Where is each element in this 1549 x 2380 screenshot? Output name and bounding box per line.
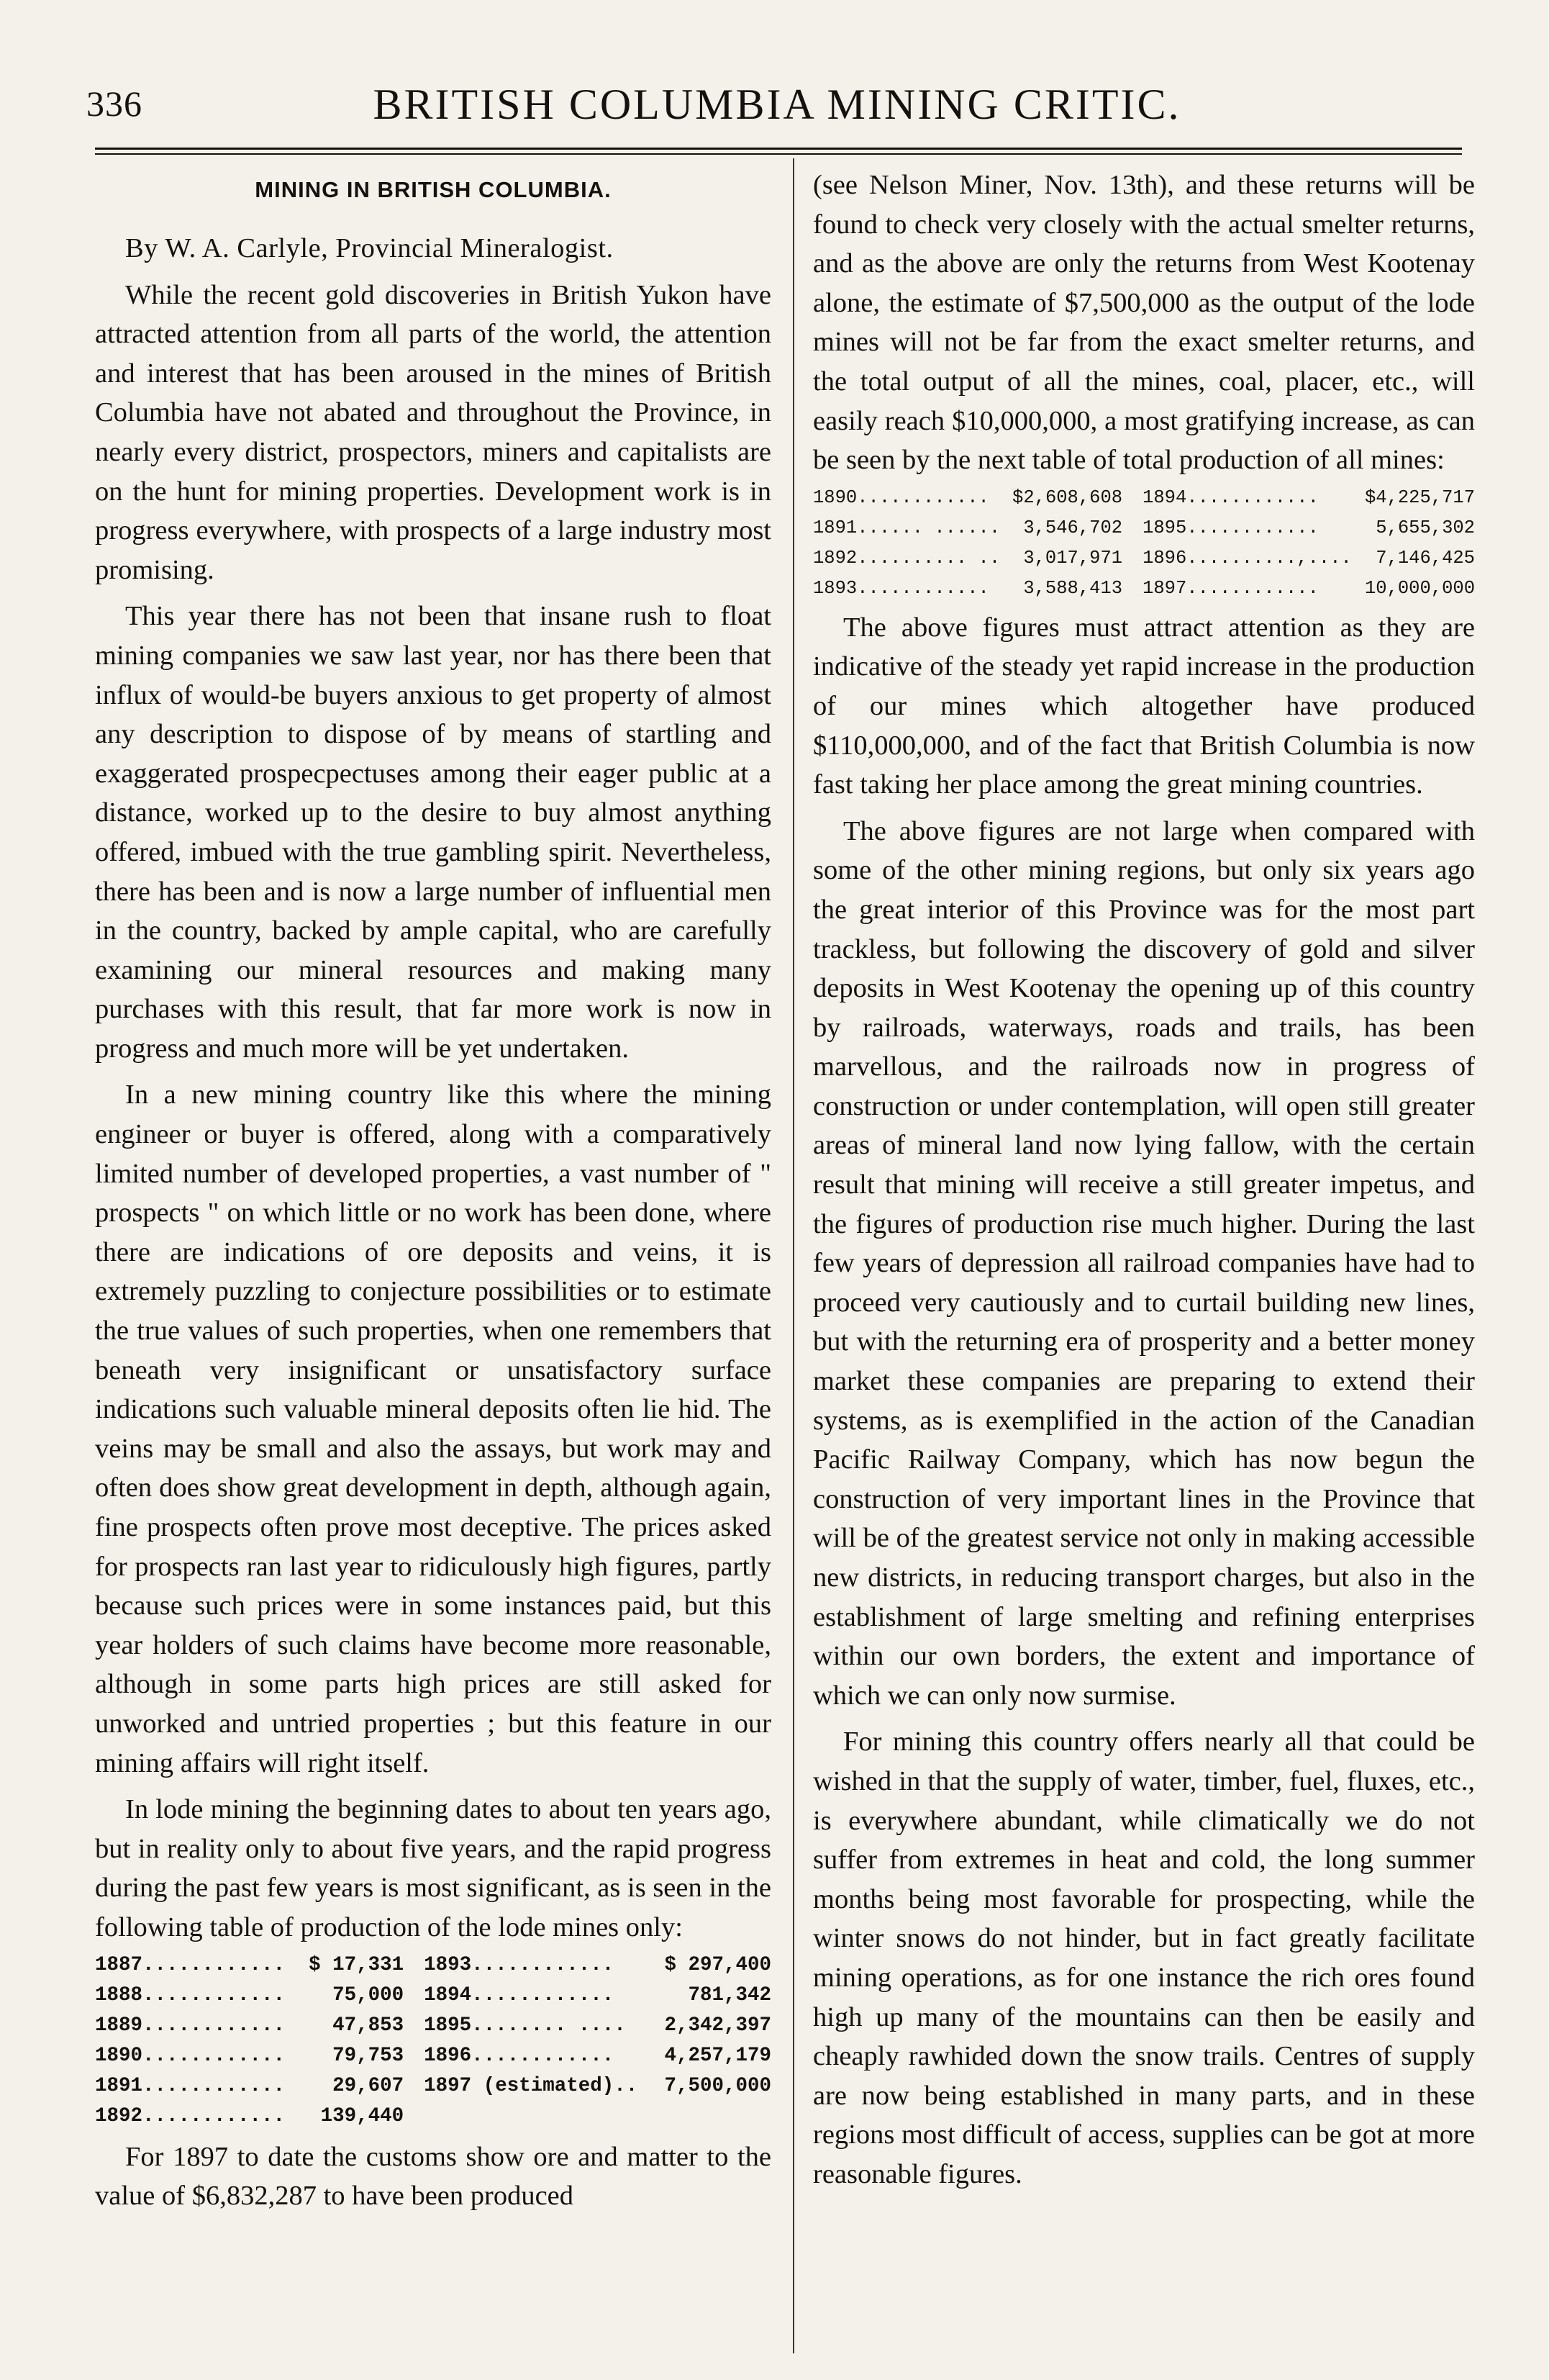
paragraph: This year there has not been that insane rush to float mining companies we saw last year, nor has there been that influx of would-be buyers anxious to get property of almost any description to dispose of by means of startling and exaggerated prospecpectuses among their eager public at a distance, worked up to the desire to buy almost anything offered, imbued with the true gambling spirit. Nevertheless, there has been and is now a large number of influential men in the country, backed by ample capital, who are carefully examining our mineral resources and making many purchases with this result, that far more work is now in progress and much more will be yet undertaken. xyxy=(95,601,771,1064)
value-cell: $2,608,608 xyxy=(1012,487,1123,508)
total-production-table xyxy=(813,483,1475,604)
year-cell: 1896..........,.... xyxy=(1143,547,1352,569)
paragraph: The above figures are not large when compared with some of the other mining regions, but only six years ago the great interior of this Province was for the most part trackless, but following the discovery of gold and silver deposits in West Kootenay the opening up of this country by railroads, waterways, roads and trails, has been marvellous, and the railroads now in progress of construction or under contemplation, will open still greater areas of mineral land now lying fallow, with the certain result that mining will receive a still greater impetus, and the figures of production rise much higher. During the last few years of depression all railroad companies have had to proceed very cautiously and to curtail building new lines, but with the returning era of prosperity and a better money market these companies are preparing to extend their systems, as is exemplified in the action of the Canadian Pacific Railway Company, which has now begun the construction of very important lines in the Province that will be of the greatest service not only in making accessible new districts, in reducing transport charges, but also in the establishment of large smelting and refining enterprises within our own borders, the extent and importance of which we can only now surmise. xyxy=(813,815,1475,1711)
left-column xyxy=(95,166,771,2216)
column-divider xyxy=(793,158,794,2353)
value-cell: 47,853 xyxy=(332,2014,404,2037)
year-cell: 1895............ xyxy=(1143,517,1319,538)
table-row xyxy=(95,2011,771,2041)
right-column xyxy=(813,166,1475,2194)
year-cell: 1887............ xyxy=(95,1953,286,1976)
year-cell: 1892............ xyxy=(95,2104,286,2127)
header-rule xyxy=(95,148,1462,150)
table-row xyxy=(813,513,1475,543)
value-cell: 781,342 xyxy=(688,1983,771,2006)
value-cell: $ 17,331 xyxy=(309,1953,404,1976)
year-cell: 1889............ xyxy=(95,2014,286,2037)
paragraph: While the recent gold discoveries in British Yukon have attracted attention from all parts of the world, the attention and interest that has been aroused in the mines of British Columbia have not abated and throughout the Province, in nearly every district, prospectors, miners and capitalists are on the hunt for mining properties. Development work is in progress everywhere, with prospects of a large industry most promising. xyxy=(95,279,771,585)
table-row xyxy=(95,2041,771,2071)
page-number: 336 xyxy=(86,83,142,124)
paragraph: For 1897 to date the customs show ore and matter to the value of $6,832,287 to have been produced xyxy=(95,2141,771,2212)
paragraph: In lode mining the beginning dates to about ten years ago, but in reality only to about five years, and the rapid progress during the past few years is most significant, as is seen in the following table of production of the lode mines only: xyxy=(95,1794,771,1942)
value-cell: 7,146,425 xyxy=(1376,547,1475,569)
value-cell: $4,225,717 xyxy=(1364,487,1475,508)
value-cell: 5,655,302 xyxy=(1376,517,1475,538)
value-cell: 3,017,971 xyxy=(1023,547,1123,569)
year-cell: 1888............ xyxy=(95,1983,286,2006)
year-cell: 1892.......... .. xyxy=(813,547,1001,569)
value-cell: 3,546,702 xyxy=(1023,517,1123,538)
article-title: MINING IN BRITISH COLUMBIA. xyxy=(255,177,612,202)
header-rule-thin xyxy=(95,153,1462,155)
year-cell: 1896............ xyxy=(424,2044,614,2067)
year-cell: 1895........ .... xyxy=(424,2014,626,2037)
table-row xyxy=(95,1950,771,1981)
year-cell: 1890............ xyxy=(95,2044,286,2067)
value-cell xyxy=(655,2101,771,2132)
running-title: BRITISH COLUMBIA MINING CRITIC. xyxy=(373,81,1181,128)
year-cell: 1894............ xyxy=(1143,487,1319,508)
value-cell: 139,440 xyxy=(320,2104,404,2127)
value-cell: 75,000 xyxy=(332,1983,404,2006)
year-cell: 1890............ xyxy=(813,487,989,508)
value-cell: 79,753 xyxy=(332,2044,404,2067)
year-cell: 1893............ xyxy=(813,577,989,599)
year-cell: 1897............ xyxy=(1143,577,1319,599)
paragraph: (see Nelson Miner, Nov. 13th), and these returns will be found to check very closely with the actual smelter returns, and as the above are only the returns from West Kootenay alone, the estimate of $7,500,000 as the output of the lode mines will not be far from the exact smelter returns, and the total output of all the mines, coal, placer, etc., will easily reach $10,000,000, a most gratifying increase, as can be seen by the next table of total production of all mines: xyxy=(813,170,1475,476)
year-cell xyxy=(424,2101,655,2132)
value-cell: 7,500,000 xyxy=(664,2074,771,2097)
value-cell: 10,000,000 xyxy=(1364,577,1475,599)
paragraph: The above figures must attract attention as they are indicative of the steady yet rapid increase in the production of our mines which altogether have produced $110,000,000, and of the fact that British Columbia is now fast taking her place among the great mining countries. xyxy=(813,612,1475,800)
table-row xyxy=(813,574,1475,604)
table-row xyxy=(95,2071,771,2101)
value-cell: $ 297,400 xyxy=(664,1953,771,1976)
page-header xyxy=(86,68,1468,133)
value-cell: 4,257,179 xyxy=(664,2044,771,2067)
paragraph: In a new mining country like this where the mining engineer or buyer is offered, along with a comparatively limited number of developed properties, a vast number of " prospects " on which little or no work has been done, where there are indications of ore deposits and veins, it is extremely puzzling to conjecture possibilities or to estimate the true values of such properties, when one remembers that beneath very insignificant or unsatisfactory surface indications such valuable mineral deposits often lie hid. The veins may be small and also the assays, but work may and often does show great development in depth, although again, fine prospects often prove most deceptive. The prices asked for prospects ran last year to ridiculously high figures, partly because such prices were in some instances paid, but this year holders of such claims have become more reasonable, although in some parts high prices are still asked for unworked and untried properties ; but this feature in our mining affairs will right itself. xyxy=(95,1080,771,1778)
year-cell: 1894............ xyxy=(424,1983,614,2006)
year-cell: 1893............ xyxy=(424,1953,614,1976)
table-row xyxy=(95,2101,771,2132)
lode-production-table xyxy=(95,1950,771,2132)
value-cell: 3,588,413 xyxy=(1023,577,1123,599)
paragraph: For mining this country offers nearly all that could be wished in that the supply of water, timber, fuel, fluxes, etc., is everywhere abundant, while climatically we do not suffer from extremes in heat and cold, the long summer months being most favorable for prospecting, while the winter snows do not hinder, but in fact greatly facilitate mining operations, as for one instance the rich ores found high up many of the mountains can then be easily and cheaply rawhided down the snow trails. Centres of supply are now being established in many parts, and in these regions most difficult of access, supplies can be got at more reasonable figures. xyxy=(813,1727,1475,2189)
value-cell: 2,342,397 xyxy=(664,2014,771,2037)
year-cell: 1891...... ...... xyxy=(813,517,1001,538)
table-row xyxy=(813,483,1475,513)
byline: By W. A. Carlyle, Provincial Mineralogist. xyxy=(125,233,614,263)
table-row xyxy=(95,1981,771,2011)
value-cell: 29,607 xyxy=(332,2074,404,2097)
year-cell: 1891............ xyxy=(95,2074,286,2097)
year-cell: 1897 (estimated).. xyxy=(424,2074,638,2097)
table-row xyxy=(813,543,1475,574)
